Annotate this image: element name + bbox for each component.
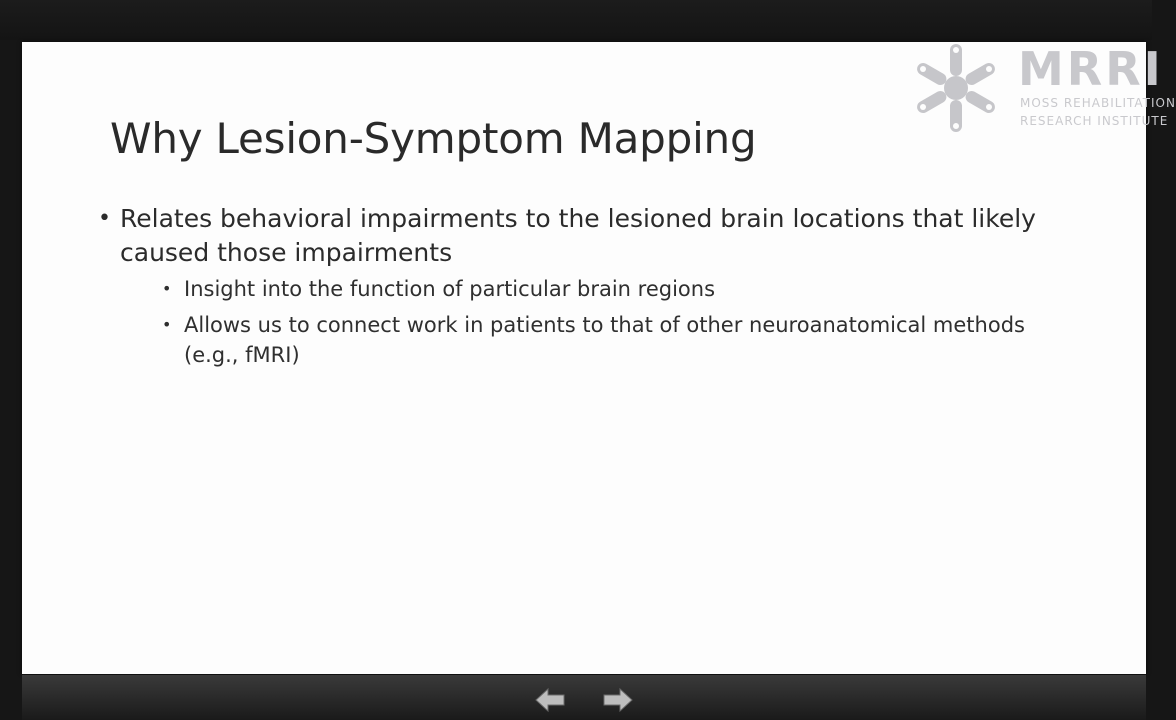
logo-subtitle-line2: RESEARCH INSTITUTE: [1020, 114, 1169, 128]
slide-title: Why Lesion-Symptom Mapping: [110, 114, 757, 163]
arrow-left-icon: [534, 687, 566, 713]
sub-bullet-item: • Insight into the function of particular brain regions: [162, 274, 1038, 304]
logo-subtitle-line1: MOSS REHABILITATION: [1020, 96, 1176, 110]
bullet-list: [98, 202, 1038, 376]
previous-slide-button[interactable]: [534, 687, 566, 713]
bullet-item: [98, 202, 1038, 370]
next-slide-button[interactable]: [602, 687, 634, 713]
top-bar: [0, 0, 1152, 40]
slide: [22, 42, 1176, 674]
sub-bullet-list: [120, 274, 1038, 370]
slide-navigation-bar: [22, 675, 1146, 720]
asterisk-logo-icon: [906, 42, 1006, 134]
bullet-text: Relates behavioral impairments to the lesioned brain locations that likely caused those impairments: [120, 204, 1036, 267]
logo-letters: MRRI: [1018, 42, 1164, 96]
arrow-right-icon: [602, 687, 634, 713]
logo: [906, 42, 1176, 134]
sub-bullet-item: • Allows us to connect work in patients to that of other neuroanatomical methods (e.g., fMRI): [162, 310, 1038, 370]
